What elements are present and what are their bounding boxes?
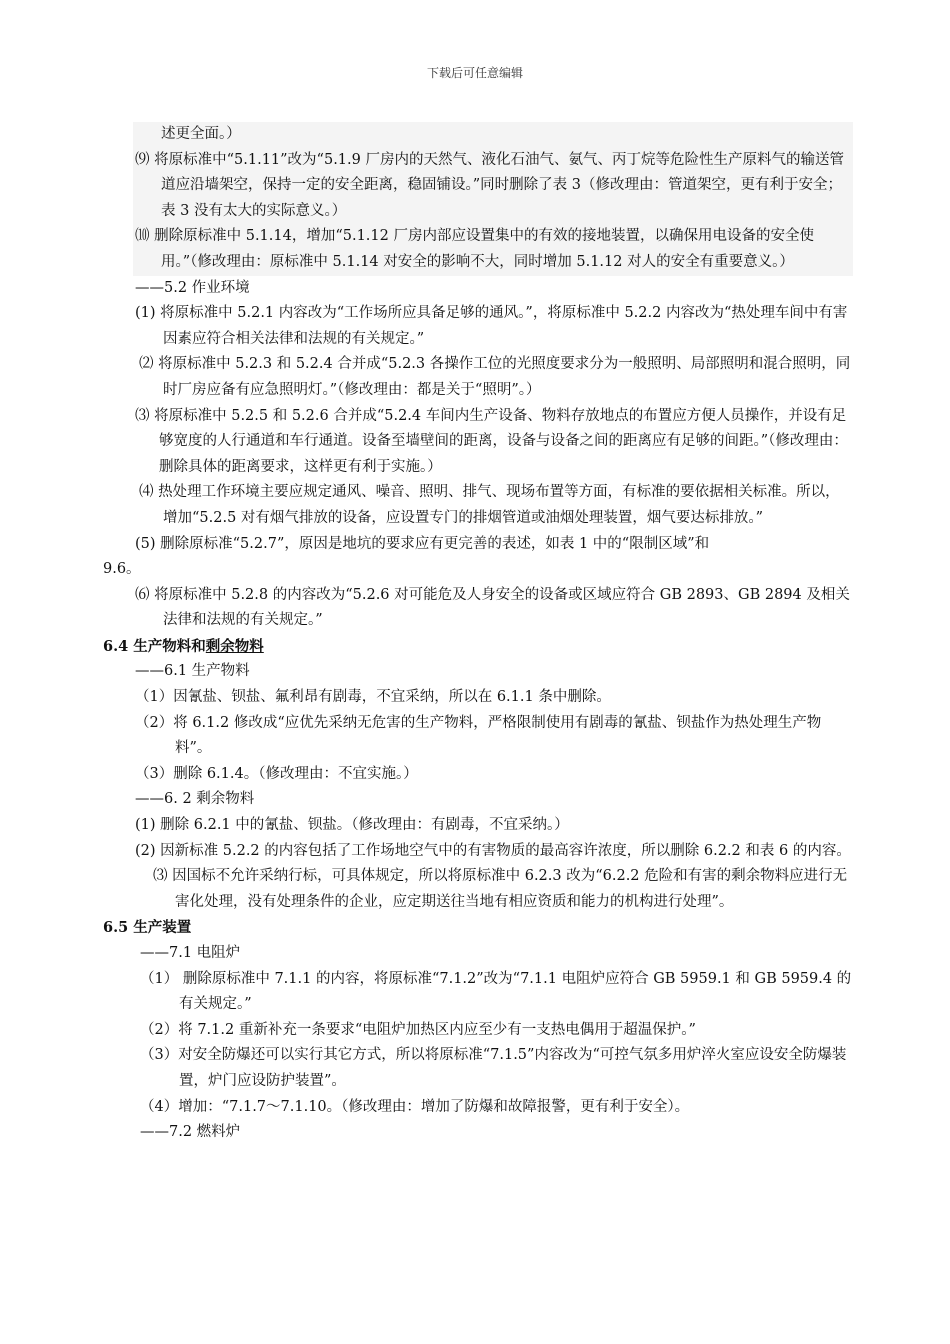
list-item: ⑷ 热处理工作环境主要应规定通风、噪音、照明、排气、现场布置等方面，有标准的要依据相关标准。所以，增加“5.2.5 对有烟气排放的设备，应设置专门的排烟管道或油烟处理装置，烟气要达标排放。” bbox=[139, 484, 840, 526]
list-item: （4）增加：“7.1.7～7.1.10。（修改理由：增加了防爆和故障报警，更有利于安全）。 bbox=[140, 1098, 690, 1115]
list-item: ⑽ 删除原标准中 5.1.14，增加“5.1.12 厂房内部应设置集中的有效的接地装置，以确保用电设备的安全使用。”（修改理由：原标准中 5.1.14 对安全的影响不大，同时增加 5.1.12 对人的安全有重要意义。） bbox=[135, 228, 814, 270]
list-item: （2）将 7.1.2 重新补充一条要求“电阻炉加热区内应至少有一支热电偶用于超温保护。” bbox=[140, 1021, 696, 1038]
list-item: （1）因氰盐、钡盐、氟利昂有剧毒，不宜采纳，所以在 6.1.1 条中删除。 bbox=[135, 689, 611, 706]
list-item: ⑹ 将原标准中 5.2.8 的内容改为“5.2.6 对可能危及人身安全的设备或区域应符合 GB 2893、GB 2894 及相关法律和法规的有关规定。” bbox=[135, 586, 850, 629]
subsection-title: ——5.2 作业环境 bbox=[135, 279, 250, 296]
heading-text: 6.4 生产物料和 bbox=[103, 637, 206, 655]
list-item: (1) 将原标准中 5.2.1 内容改为“工作场所应具备足够的通风。”，将原标准中 5.2.2 内容改为“热处理车间中有害因素应符合相关法律和法规的有关规定。” bbox=[135, 305, 848, 347]
shaded-block bbox=[133, 122, 853, 276]
document-body bbox=[103, 122, 853, 1146]
list-item: （3）删除 6.1.4。（修改理由：不宜实施。） bbox=[135, 765, 418, 782]
list-item: (5) 删除原标准“5.2.7”，原因是地坑的要求应有更完善的表述，如表 1 中的“限制区域”和 bbox=[135, 535, 710, 552]
subsection-title: ——6. 2 剩余物料 bbox=[135, 791, 255, 808]
list-item: （1） 删除原标准中 7.1.1 的内容，将原标准“7.1.2”改为“7.1.1 电阻炉应符合 GB 5959.1 和 GB 5959.4 的有关规定。” bbox=[140, 970, 852, 1013]
subsection-title: ——6.1 生产物料 bbox=[135, 663, 250, 680]
list-item-continuation: 9.6。 bbox=[103, 561, 141, 578]
subsection-title: ——7.1 电阻炉 bbox=[140, 945, 241, 961]
section-heading-6-4 bbox=[103, 634, 853, 660]
list-item: ⑼ 将原标准中“5.1.11”改为“5.1.9 厂房内的天然气、液化石油气、氨气、丙丁烷等危险性生产原料气的输送管道应沿墙架空，保持一定的安全距离，稳固铺设。”同时删除了表 3（修改理由：管道架空，更有利于安全；表 3 没有太大的实际意义。） bbox=[135, 151, 844, 219]
list-item: ⑵ 将原标准中 5.2.3 和 5.2.4 合并成“5.2.3 各操作工位的光照度要求分为一般照明、局部照明和混合照明，同时厂房应备有应急照明灯。”（修改理由：都是关于“照明”。） bbox=[139, 356, 851, 398]
page-header: 下载后可任意编辑 bbox=[426, 66, 523, 80]
list-item: （3）对安全防爆还可以实行其它方式，所以将原标准“7.1.5”内容改为“可控气氛多用炉淬火室应设安全防爆装置，炉门应设防护装置”。 bbox=[140, 1047, 847, 1089]
paragraph: 述更全面。） bbox=[161, 126, 241, 142]
list-item: ⑶ 因国标不允许采纳行标，可具体规定，所以将原标准中 6.2.3 改为“6.2.2 危险和有害的剩余物料应进行无害化处理，没有处理条件的企业，应定期送往当地有相应资质和能力的机构进行处理”。 bbox=[153, 868, 848, 910]
list-item: (2) 因新标准 5.2.2 的内容包括了工作场地空气中的有害物质的最高容许浓度，所以删除 6.2.2 和表 6 的内容。 bbox=[135, 842, 851, 859]
list-item: (1) 删除 6.2.1 中的氰盐、钡盐。（修改理由：有剧毒，不宜采纳。） bbox=[135, 817, 569, 834]
subsection-title: ——7.2 燃料炉 bbox=[140, 1124, 241, 1141]
list-item: ⑶ 将原标准中 5.2.5 和 5.2.6 合并成“5.2.4 车间内生产设备、物料存放地点的布置应方便人员操作，并设有足够宽度的人行通道和车行通道。设备至墙壁间的距离，设备与设备之间的距离应有足够的间距。”（修改理由：删除具体的距离要求，这样更有利于实施。） bbox=[135, 407, 848, 475]
list-item: （2）将 6.1.2 修改成“应优先采纳无危害的生产物料，严格限制使用有剧毒的氰盐、钡盐作为热处理生产物料”。 bbox=[135, 714, 822, 757]
section-heading-6-5: 6.5 生产装置 bbox=[103, 919, 192, 937]
heading-underlined-text: 剩余物料 bbox=[205, 637, 264, 655]
